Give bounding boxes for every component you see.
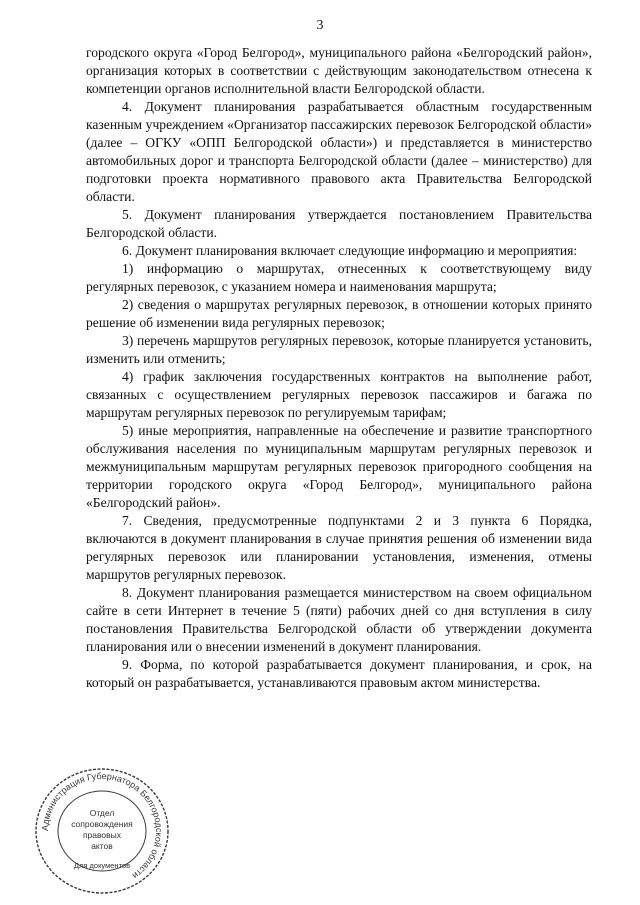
paragraph-7: 7. Сведения, предусмотренные подпунктами 2 и 3 пункта 6 Порядка, включаются в документ планирования в случае принятия решения об изменении вида регулярных перевозок или планировании установления, изменения, отмены маршрутов регулярных перевозок. xyxy=(86,513,592,582)
stamp-line-1: Отдел xyxy=(89,808,115,818)
paragraph-5: 5. Документ планирования утверждается постановлением Правительства Белгородской области. xyxy=(86,207,592,240)
stamp-line-2: сопровождения xyxy=(71,819,133,829)
paragraph-4: 4. Документ планирования разрабатывается областным государственным казенным учреждением «Организатор пассажирских перевозок Белгородской области» (далее – ОГКУ «ОПП Белгородской области») и представляется в министерство автомобильных дорог и транспорта Белгородской области (далее – министерство) для подготовки проекта нормативного правового акта Правительства Белгородской области. xyxy=(86,99,592,204)
stamp-line-4: актов xyxy=(91,841,113,851)
page-number: 3 xyxy=(316,18,324,33)
paragraph-9: 9. Форма, по которой разрабатывается документ планирования, и срок, на который он разрабатывается, устанавливаются правовым актом министерства. xyxy=(86,657,592,690)
paragraph-6: 6. Документ планирования включает следующие информацию и мероприятия: xyxy=(122,243,578,258)
list-item-4: 4) график заключения государственных контрактов на выполнение работ, связанных с осуществлением регулярных перевозок пассажиров и багажа по маршрутам регулярных перевозок по регулируемым тарифам; xyxy=(86,369,592,420)
stamp-line-5: Для документов xyxy=(73,861,131,870)
paragraph-intro: городского округа «Город Белгород», муниципального района «Белгородский район», организация которых в соответствии с действующим законодательством отнесена к компетенции органов исполнительной власти Белгородской области. xyxy=(86,45,592,96)
paragraph-8: 8. Документ планирования размещается министерством на своем официальном сайте в сети Интернет в течение 5 (пяти) рабочих дней со дня вступления в силу постановления Правительства Белгородской области об утверждении документа планирования или о внесении изменений в документ планирования. xyxy=(86,585,592,654)
list-item-2: 2) сведения о маршрутах регулярных перевозок, в отношении которых принято решение об изменении вида регулярных перевозок; xyxy=(86,297,592,330)
list-item-5: 5) иные мероприятия, направленные на обеспечение и развитие транспортного обслуживания населения по муниципальным маршрутам регулярных перевозок и межмуниципальным маршрутам регулярных перевозок пригородного сообщения на территории городского округа «Город Белгород», муниципального района «Белгородский район». xyxy=(86,423,592,510)
document-body xyxy=(86,44,592,692)
list-item-1: 1) информацию о маршрутах, отнесенных к соответствующему виду регулярных перевозок, с указанием номера и наименования маршрута; xyxy=(86,261,592,294)
list-item-3: 3) перечень маршрутов регулярных перевозок, которые планируется установить, изменить или отменить; xyxy=(86,333,592,366)
stamp-ring-text: Администрация Губернатора Белгородской области xyxy=(39,770,165,881)
official-stamp xyxy=(22,766,182,896)
stamp-line-3: правовых xyxy=(82,830,122,840)
